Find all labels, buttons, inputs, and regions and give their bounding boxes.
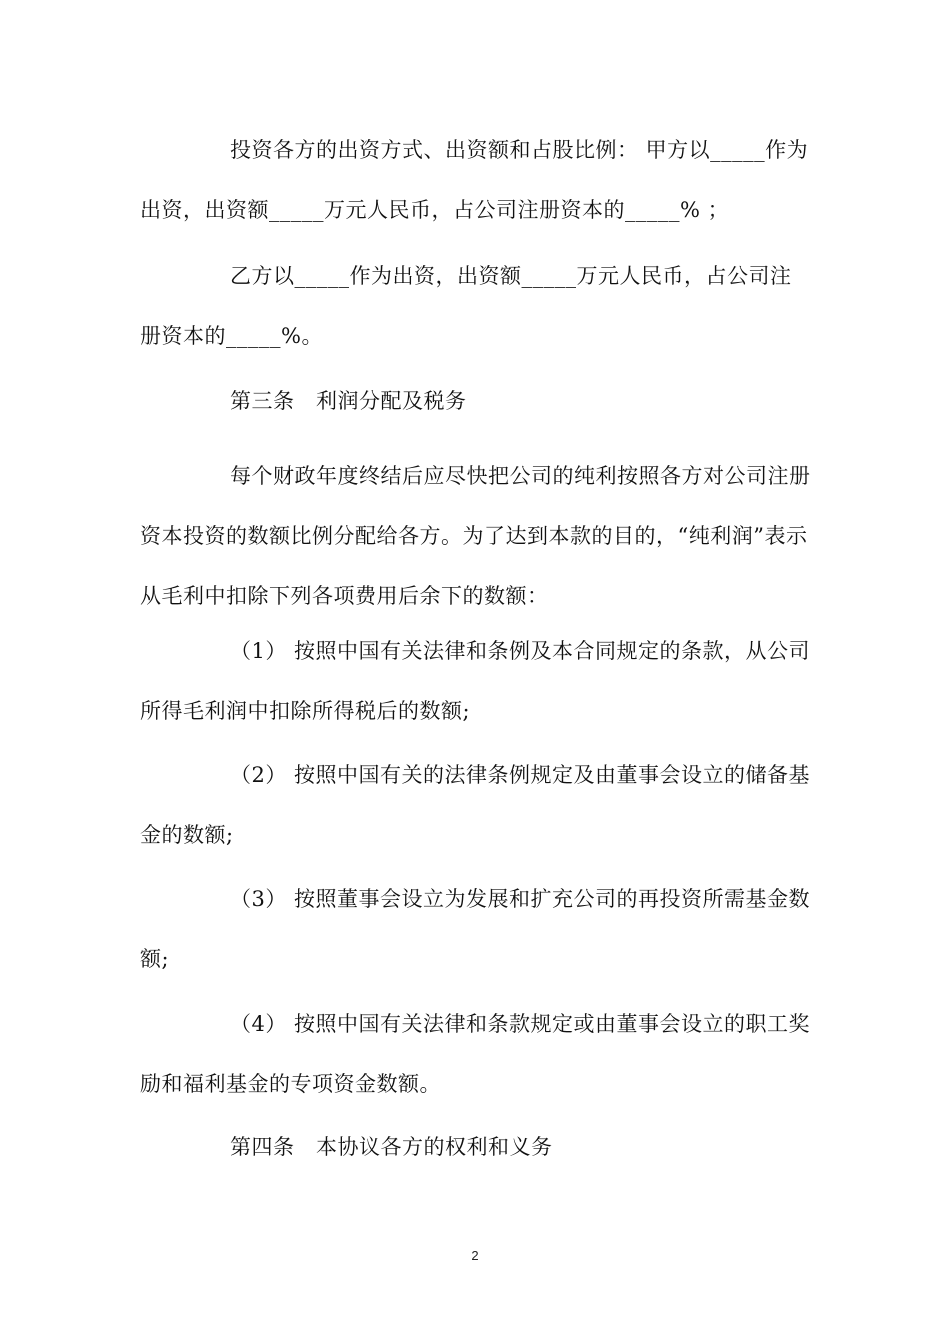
list-item-3: （3） 按照董事会设立为发展和扩充公司的再投资所需基金数额; <box>140 887 811 971</box>
paragraph-contribution-party-a: 投资各方的出资方式、出资额和占股比例： 甲方以_____作为出资，出资额_____万元人民币，占公司注册资本的_____% ； <box>140 138 809 222</box>
page-number: 2 <box>471 1248 479 1263</box>
list-item-1: （1） 按照中国有关法律和条例及本合同规定的条款，从公司所得毛利润中扣除所得税后的数额; <box>140 639 811 723</box>
paragraph-contribution-party-b: 乙方以_____作为出资，出资额_____万元人民币，占公司注册资本的_____%。 <box>140 264 792 348</box>
paragraph-profit-distribution: 每个财政年度终结后应尽快把公司的纯利按照各方对公司注册资本投资的数额比例分配给各方。为了达到本款的目的，“纯利润”表示从毛利中扣除下列各项费用后余下的数额： <box>140 464 811 608</box>
list-item-4: （4） 按照中国有关法律和条款规定或由董事会设立的职工奖励和福利基金的专项资金数额。 <box>140 1012 811 1096</box>
article-4-heading: 第四条 本协议各方的权利和义务 <box>230 1135 553 1159</box>
article-3-heading: 第三条 利润分配及税务 <box>230 389 467 413</box>
list-item-2: （2） 按照中国有关的法律条例规定及由董事会设立的储备基金的数额; <box>140 763 811 847</box>
